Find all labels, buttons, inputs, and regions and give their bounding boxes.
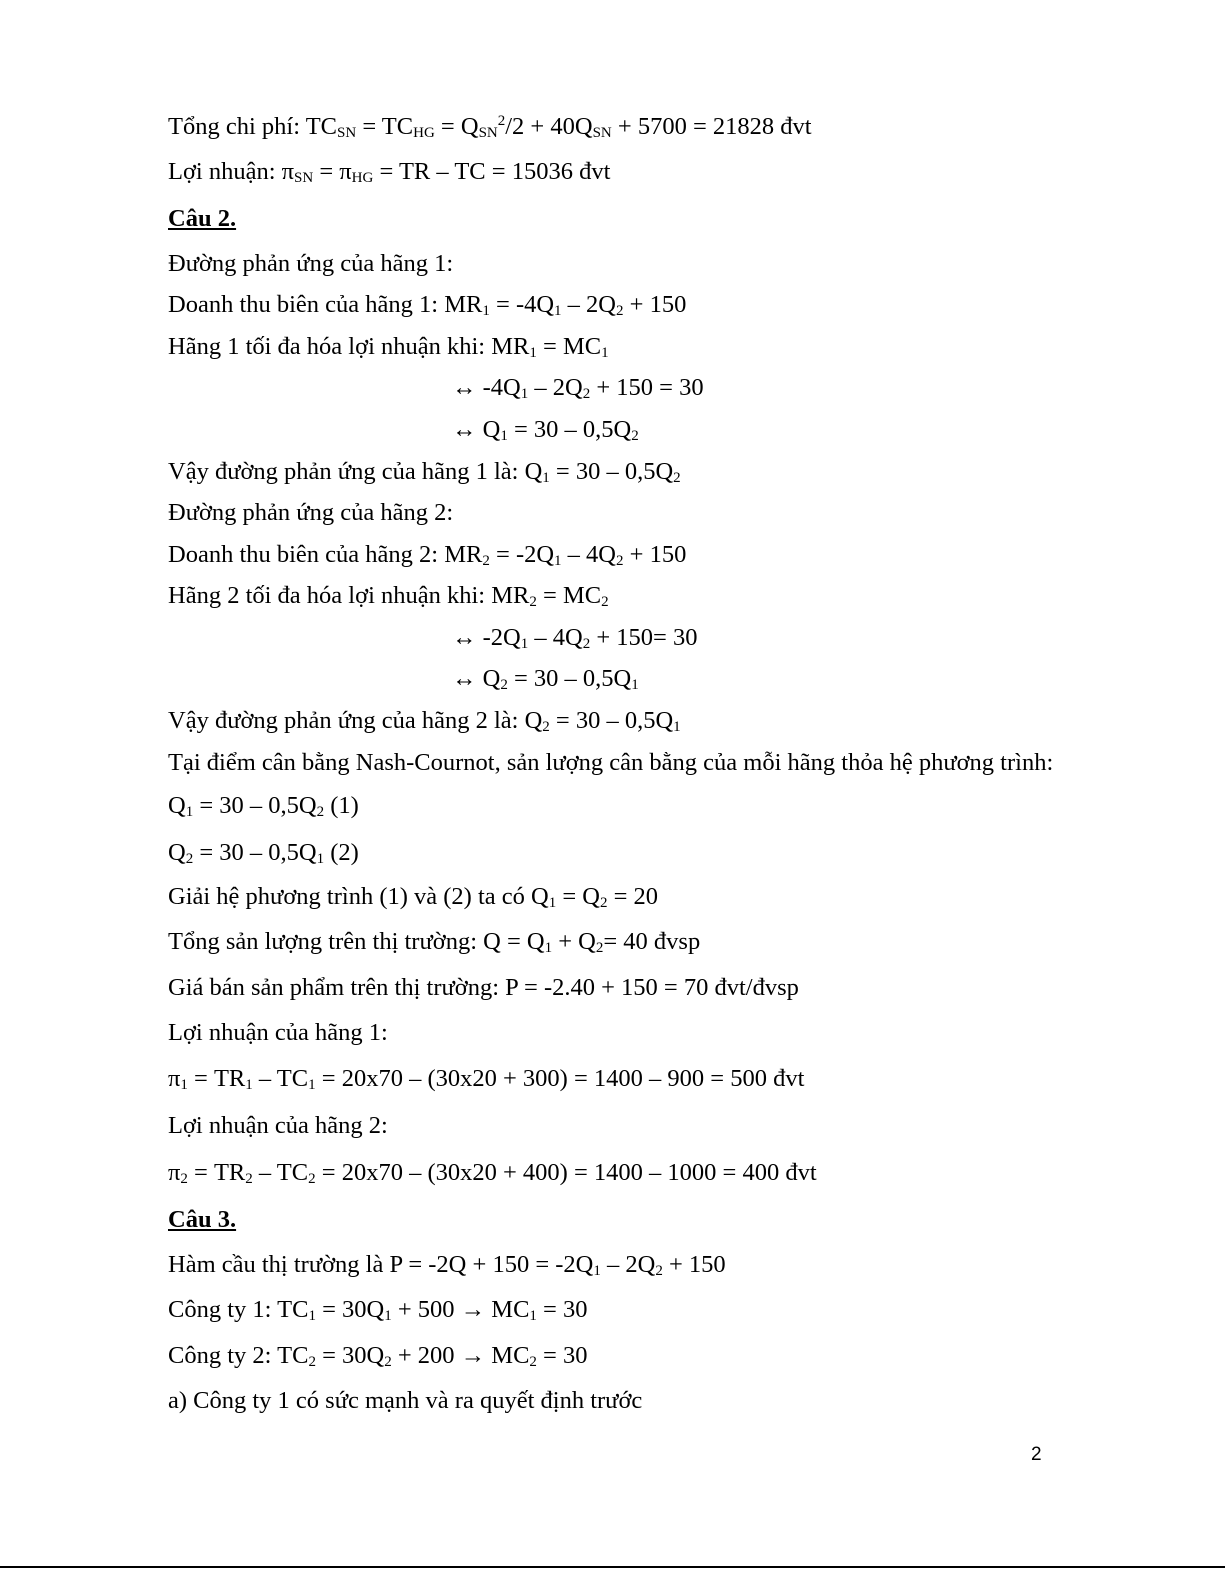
text-run: = TR: [187, 1159, 246, 1186]
text-run: + 500 → MC: [391, 1296, 530, 1323]
text-run: = 30 – 0,5Q: [549, 707, 674, 734]
text-run: π: [168, 1065, 181, 1092]
text-run: Doanh thu biên của hãng 2: MR: [168, 541, 483, 568]
subscript: 1: [384, 1308, 392, 1324]
subscript: SN: [478, 125, 498, 141]
text-run: – 2Q: [528, 374, 583, 401]
subscript: 2: [616, 303, 624, 319]
text-run: Giá bán sản phẩm trên thị trường: P = -2.40 + 150 = 70 đvt/đvsp: [168, 974, 799, 1001]
text-run: – 2Q: [561, 291, 616, 318]
text-run: Đường phản ứng của hãng 2:: [168, 499, 454, 526]
subscript: 2: [245, 1171, 253, 1187]
subscript: SN: [337, 125, 357, 141]
text-run: Doanh thu biên của hãng 1: MR: [168, 291, 483, 318]
text-line: [452, 415, 639, 445]
text-run: π: [168, 1159, 181, 1186]
subscript: 2: [673, 470, 681, 486]
text-run: /2 + 40Q: [505, 113, 593, 140]
text-line: [168, 1386, 642, 1416]
text-line: [168, 290, 686, 320]
text-run: + 150 = 30: [590, 374, 704, 401]
text-line: [168, 457, 681, 487]
subscript: 2: [384, 1354, 392, 1370]
text-line: [168, 973, 799, 1003]
subscript: 2: [595, 940, 604, 956]
text-run: = 20: [607, 883, 659, 910]
subscript: 1: [593, 1263, 601, 1279]
subscript: 1: [308, 1308, 316, 1324]
subscript: 1: [316, 851, 325, 867]
text-run: Câu 2.: [168, 205, 237, 232]
text-run: = 30 – 0,5Q: [507, 665, 632, 692]
subscript: 2: [180, 1171, 188, 1187]
text-run: = -2Q: [489, 541, 555, 568]
subscript: 2: [529, 1354, 537, 1370]
text-run: Hãng 1 tối đa hóa lợi nhuận khi: MR: [168, 333, 530, 360]
text-run: Q: [168, 839, 186, 866]
text-run: = 20x70 – (30x20 + 300) = 1400 – 900 = 500 đvt: [315, 1065, 805, 1092]
text-run: = Q: [556, 883, 600, 910]
text-run: Lợi nhuận của hãng 2:: [168, 1112, 388, 1139]
text-run: + 150: [623, 541, 687, 568]
subscript: 2: [599, 895, 608, 911]
text-run: + 5700 = 21828 đvt: [611, 113, 812, 140]
text-run: = 30 – 0,5Q: [193, 839, 317, 866]
text-run: – 4Q: [561, 541, 616, 568]
text-run: = TR – TC = 15036 đvt: [373, 158, 611, 185]
text-run: Q: [168, 792, 186, 819]
text-line: [168, 157, 610, 187]
subscript: 1: [601, 345, 609, 361]
subscript: 2: [616, 553, 624, 569]
text-run: Câu 3.: [168, 1206, 237, 1233]
text-run: = 40 đvsp: [603, 928, 701, 955]
text-run: = 30 – 0,5Q: [507, 416, 632, 443]
subscript: 1: [554, 553, 562, 569]
text-line: [168, 706, 681, 736]
subscript: 1: [245, 1077, 253, 1093]
text-run: ↔ Q: [452, 665, 501, 692]
text-line: [168, 540, 686, 570]
text-run: Lợi nhuận của hãng 1:: [168, 1019, 388, 1046]
text-run: + 150: [623, 291, 687, 318]
text-run: Công ty 2: TC: [168, 1342, 309, 1369]
text-run: Tại điểm cân bằng Nash-Cournot, sản lượng cân bằng của mỗi hãng thỏa hệ phương trình:: [168, 749, 1054, 776]
text-run: Hàm cầu thị trường là P = -2Q + 150 = -2Q: [168, 1251, 594, 1278]
text-run: ↔ -2Q: [452, 624, 521, 651]
subscript: 2: [482, 553, 490, 569]
text-line: [168, 498, 453, 528]
text-run: = 30 – 0,5Q: [549, 458, 674, 485]
subscript: 1: [529, 345, 537, 361]
section-heading: [168, 204, 236, 234]
subscript: 1: [631, 677, 639, 693]
subscript: 1: [500, 428, 508, 444]
text-line: [168, 1295, 588, 1325]
text-run: Giải hệ phương trình (1) và (2) ta có Q: [168, 883, 549, 910]
subscript: 1: [548, 895, 557, 911]
page-number: 2: [1031, 1444, 1042, 1465]
text-line: [452, 623, 697, 653]
subscript: 2: [582, 636, 591, 652]
text-run: = -4Q: [489, 291, 555, 318]
text-run: Tổng chi phí: TC: [168, 113, 337, 140]
text-run: = π: [313, 158, 352, 185]
subscript: HG: [413, 125, 435, 141]
text-run: Hãng 2 tối đa hóa lợi nhuận khi: MR: [168, 582, 530, 609]
subscript: SN: [294, 170, 314, 186]
text-line: [168, 748, 1053, 778]
subscript: 2: [316, 804, 325, 820]
text-line: [168, 838, 359, 868]
subscript: 2: [308, 1171, 316, 1187]
text-run: + 150: [662, 1251, 726, 1278]
text-run: Tổng sản lượng trên thị trường: Q = Q: [168, 928, 545, 955]
text-run: = 30: [536, 1296, 588, 1323]
text-run: = 30Q: [315, 1342, 385, 1369]
text-run: (1): [324, 792, 359, 819]
text-line: [168, 791, 359, 821]
subscript: 2: [185, 851, 194, 867]
subscript: HG: [351, 170, 374, 186]
text-line: [168, 882, 658, 912]
text-line: [168, 1158, 817, 1188]
text-run: = 20x70 – (30x20 + 400) = 1400 – 1000 = 400 đvt: [315, 1159, 817, 1186]
text-line: [168, 1341, 588, 1371]
subscript: 1: [542, 470, 550, 486]
subscript: 1: [482, 303, 490, 319]
text-line: [168, 1064, 804, 1094]
text-run: + 150= 30: [590, 624, 698, 651]
text-run: – 2Q: [600, 1251, 656, 1278]
subscript: 1: [673, 719, 681, 735]
subscript: 1: [544, 940, 553, 956]
text-run: a) Công ty 1 có sức mạnh và ra quyết định trước: [168, 1387, 643, 1414]
subscript: 2: [582, 386, 591, 402]
subscript: 2: [500, 677, 508, 693]
text-run: = TR: [187, 1065, 246, 1092]
subscript: 2: [655, 1263, 663, 1279]
subscript: 1: [554, 303, 562, 319]
text-run: + Q: [552, 928, 596, 955]
text-line: [168, 249, 453, 279]
subscript: 2: [542, 719, 550, 735]
subscript: 1: [520, 386, 529, 402]
text-run: – TC: [252, 1065, 309, 1092]
subscript: 2: [529, 594, 537, 610]
text-run: – TC: [252, 1159, 309, 1186]
subscript: 1: [185, 804, 194, 820]
subscript: 1: [520, 636, 529, 652]
text-line: [452, 664, 639, 694]
text-run: (2): [324, 839, 359, 866]
page-bottom-border: [0, 1566, 1225, 1568]
text-run: + 200 → MC: [391, 1342, 530, 1369]
text-line: [168, 1111, 388, 1141]
text-run: = MC: [536, 582, 602, 609]
superscript: 2: [497, 113, 506, 129]
text-run: = 30Q: [315, 1296, 385, 1323]
subscript: 2: [601, 594, 609, 610]
text-run: Lợi nhuận: π: [168, 158, 295, 185]
text-run: Công ty 1: TC: [168, 1296, 309, 1323]
text-line: [452, 373, 704, 403]
text-line: [168, 1250, 726, 1280]
subscript: 1: [529, 1308, 537, 1324]
text-line: [168, 927, 700, 957]
text-run: ↔ Q: [452, 416, 501, 443]
subscript: 2: [308, 1354, 316, 1370]
text-run: = Q: [434, 113, 479, 140]
text-run: Vậy đường phản ứng của hãng 2 là: Q: [168, 707, 543, 734]
section-heading: [168, 1205, 236, 1235]
subscript: SN: [592, 125, 612, 141]
text-line: [168, 1018, 388, 1048]
text-run: Vậy đường phản ứng của hãng 1 là: Q: [168, 458, 543, 485]
subscript: 1: [180, 1077, 188, 1093]
text-line: [168, 332, 609, 362]
text-line: [168, 112, 812, 142]
subscript: 2: [631, 428, 639, 444]
text-run: Đường phản ứng của hãng 1:: [168, 250, 454, 277]
text-run: = 30: [536, 1342, 588, 1369]
text-run: = TC: [356, 113, 414, 140]
text-run: ↔ -4Q: [452, 374, 521, 401]
text-line: [168, 581, 609, 611]
text-run: – 4Q: [528, 624, 583, 651]
subscript: 1: [308, 1077, 316, 1093]
text-run: = 30 – 0,5Q: [193, 792, 317, 819]
text-run: = MC: [536, 333, 602, 360]
